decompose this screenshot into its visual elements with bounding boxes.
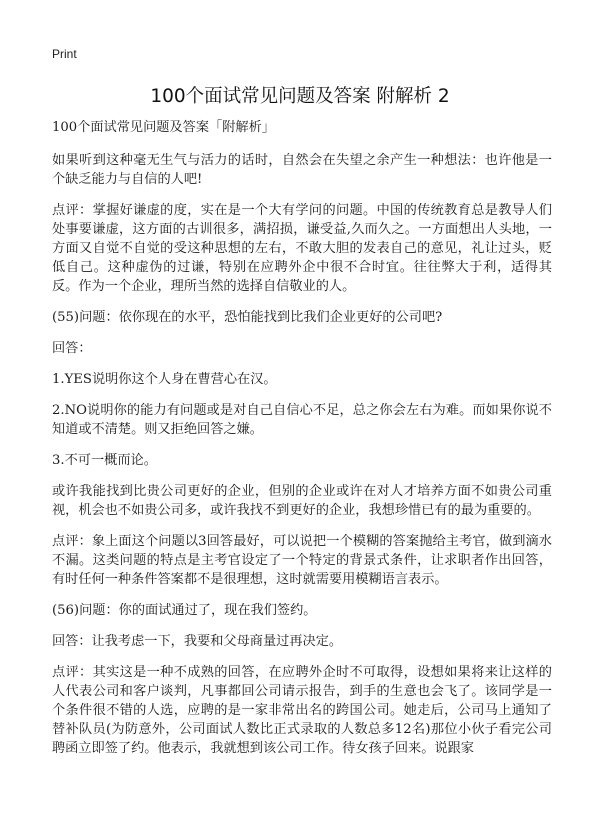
answer-option-2: 2.NO说明你的能力有问题或是对自己自信心不足，总之你会左右为难。而如果你说不知道或不清楚。则又拒绝回答之嫌。: [52, 403, 552, 437]
comment-paragraph: 点评：象上面这个问题以3回答最好，可以说把一个模糊的答案抛给主考官，做到滴水不漏。这类问题的特点是主考官设定了一个特定的背景式条件，让求职者作出回答，有时任何一种条件答案都不是很理想，这时就需要用模糊语言表示。: [52, 534, 552, 587]
subtitle-paragraph: 100个面试常见问题及答案「附解析」: [52, 120, 275, 135]
comment-paragraph: 点评：其实这是一种不成熟的回答，在应聘外企时不可取得，设想如果将来让这样的人代表公司和客户谈判，凡事都回公司请示报告，到手的生意也会飞了。该同学是一个条件很不错的人选，应聘的是一家非常出名的跨国公司。她走后，公司马上通知了替补队员(为防意外，公司面试人数比正式录取的人数总多12名)那位小伙子看完公司聘函立即签了约。他表示，我就想到该公司工作。待女孩子回来。说跟家: [52, 665, 552, 756]
question-56: (56)问题：你的面试通过了，现在我们签约。: [52, 603, 317, 618]
document-body: [52, 118, 552, 770]
print-label: Print: [52, 47, 77, 61]
question-55: (55)问题：依你现在的水平，恐怕能找到比我们企业更好的公司吧?: [52, 310, 443, 325]
document-title: 100个面试常见问题及答案 附解析 2: [150, 86, 450, 107]
answer-paragraph: 回答：让我考虑一下，我要和父母商量过再决定。: [52, 634, 343, 649]
comment-paragraph: 点评：掌握好谦虚的度，实在是一个大有学问的问题。中国的传统教育总是教导人们处事要谦虚，这方面的古训很多，满招损，谦受益,久而久之。一方面想出人头地，一方面又自觉不自觉的受这种思想的左右，不敢大胆的发表自己的意见，礼让过头，贬低自己。这种虚伪的过谦，特别在应聘外企中很不合时宜。往往弊大于利，适得其反。作为一个企业，理所当然的选择自信敬业的人。: [52, 203, 552, 294]
body-paragraph: 或许我能找到比贵公司更好的企业，但别的企业或许在对人才培养方面不如贵公司重视，机会也不如贵公司多，或许我找不到更好的企业，我想珍惜已有的最为重要的。: [52, 484, 552, 518]
answer-label: 回答：: [52, 341, 92, 356]
answer-option-3: 3.不可一概而论。: [52, 453, 157, 468]
body-paragraph: 如果听到这种毫无生气与活力的话时，自然会在失望之余产生一种想法：也许他是一个缺乏能力与自信的人吧!: [52, 153, 552, 187]
answer-option-1: 1.YES说明你这个人身在曹营心在汉。: [52, 372, 277, 387]
